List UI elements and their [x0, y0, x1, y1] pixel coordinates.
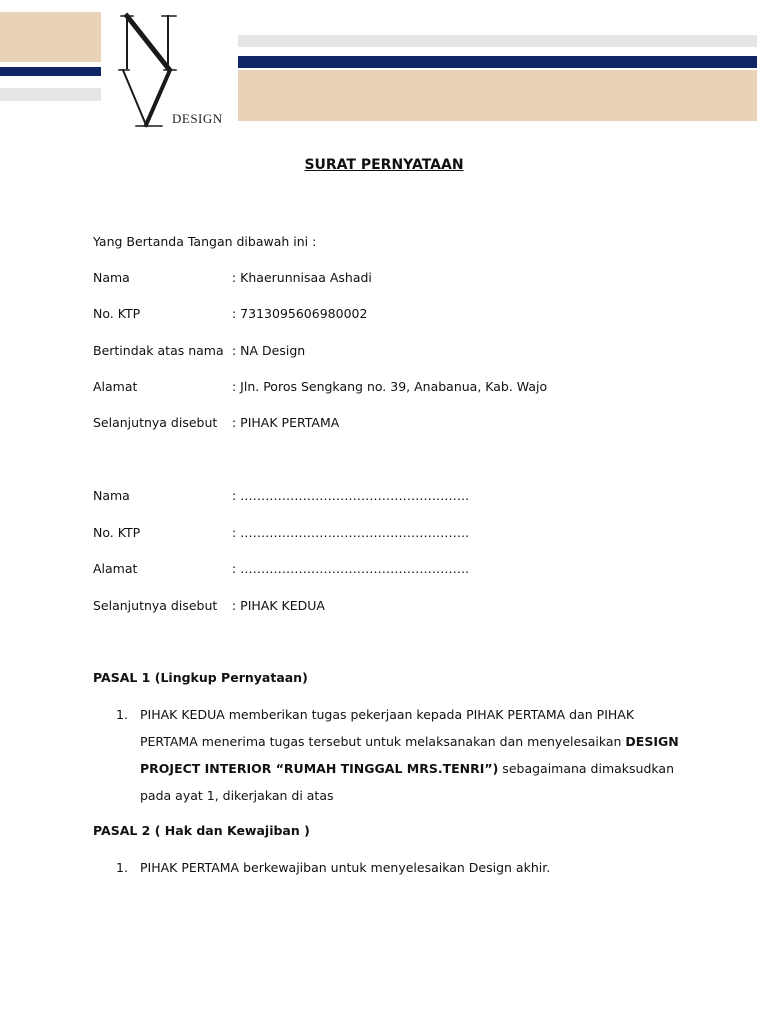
field-value-ktp: : 7313095606980002: [232, 306, 368, 321]
field-label-ktp: No. KTP: [93, 306, 141, 321]
header-beige-block-right: [238, 70, 757, 121]
field-value-nama-blank: : ……………………………………………….: [232, 488, 470, 503]
field-label-nama: Nama: [93, 488, 130, 503]
field-value-alamat-blank: : ……………………………………………….: [232, 561, 470, 576]
field-value-disebut: : PIHAK KEDUA: [232, 598, 325, 613]
pasal-1-item-text: [140, 701, 685, 809]
field-label-disebut: Selanjutnya disebut: [93, 415, 218, 430]
pasal-1-text-bold: DESIGN PROJECT INTERIOR “RUMAH TINGGAL MRS.TENRI”): [140, 734, 679, 776]
pasal-2-item-text: PIHAK PERTAMA berkewajiban untuk menyelesaikan Design akhir.: [140, 860, 551, 875]
field-label-disebut: Selanjutnya disebut: [93, 598, 218, 613]
pasal-1-text-b: sebagaimana dimaksudkan pada ayat 1, dikerjakan di atas: [140, 761, 675, 803]
field-label-alamat: Alamat: [93, 379, 138, 394]
pasal-1-item-number: 1.: [116, 707, 128, 722]
logo-wordmark: DESIGN: [172, 111, 223, 126]
pasal-2-heading: PASAL 2 ( Hak dan Kewajiban ): [93, 823, 310, 838]
field-value-nama: : Khaerunnisaa Ashadi: [232, 270, 372, 285]
field-value-ktp-blank: : ……………………………………………….: [232, 525, 470, 540]
header-navy-stripe-left: [0, 67, 101, 76]
intro-text: Yang Bertanda Tangan dibawah ini :: [93, 234, 317, 249]
header-gray-stripe-left: [0, 88, 101, 101]
header-navy-stripe-right: [238, 56, 757, 68]
field-value-disebut: : PIHAK PERTAMA: [232, 415, 340, 430]
field-label-nama: Nama: [93, 270, 130, 285]
header-gray-stripe-right: [238, 35, 757, 47]
field-label-bertindak: Bertindak atas nama: [93, 343, 224, 358]
header-beige-block-left: [0, 12, 101, 62]
field-value-alamat: : Jln. Poros Sengkang no. 39, Anabanua, Kab. Wajo: [232, 379, 548, 394]
document-title: SURAT PERNYATAAN: [304, 157, 464, 173]
pasal-1-heading: PASAL 1 (Lingkup Pernyataan): [93, 670, 308, 685]
field-value-bertindak: : NA Design: [232, 343, 306, 358]
pasal-2-item-number: 1.: [116, 860, 128, 875]
field-label-alamat: Alamat: [93, 561, 138, 576]
pasal-1-text-a: PIHAK KEDUA memberikan tugas pekerjaan kepada PIHAK PERTAMA dan PIHAK PERTAMA menerima tugas tersebut untuk melaksanakan dan menyelesaikan: [140, 707, 635, 749]
field-label-ktp: No. KTP: [93, 525, 141, 540]
